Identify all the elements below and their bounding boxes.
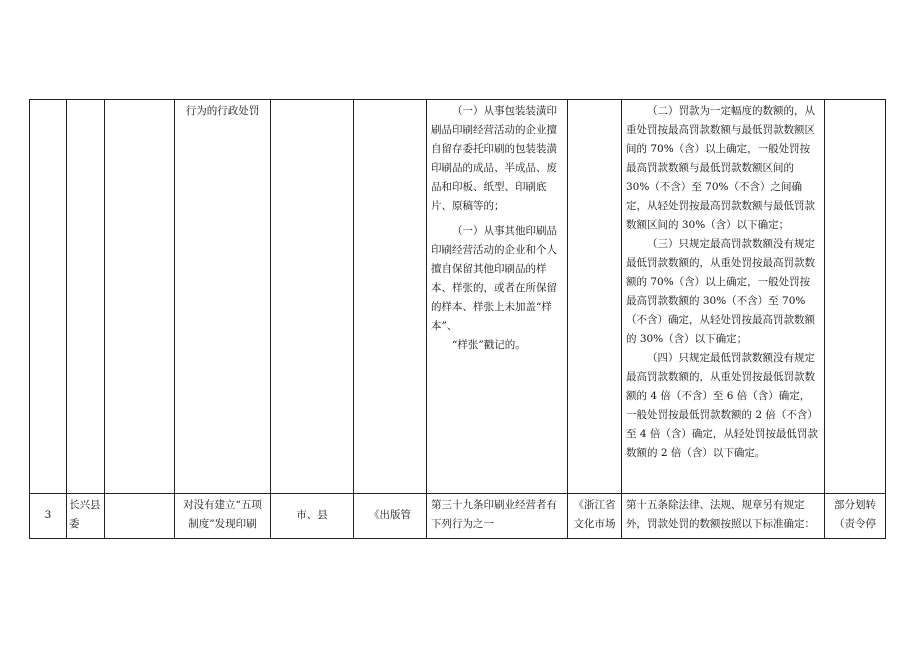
cell-level (271, 494, 354, 539)
cell-dept (67, 100, 105, 494)
cell-regulation (568, 494, 622, 539)
cell-remark (825, 100, 886, 494)
standard-text: 第十五条除法律、法规、规章另有规定外，罚款处罚的数额按照以下标准确定： (626, 499, 815, 530)
cell-basis (354, 100, 427, 494)
table-row (30, 494, 886, 539)
cell-regulation (568, 100, 622, 494)
regulation-text: 《浙江省文化市场 (573, 499, 616, 530)
behavior-paragraph: “样张”戳记的。 (452, 339, 526, 351)
cell-blank (105, 494, 175, 539)
cell-behavior (427, 100, 568, 494)
penalty-table (29, 99, 886, 539)
dept-text: 长兴县委 (69, 499, 101, 530)
cell-basis (354, 494, 427, 539)
cell-blank (105, 100, 175, 494)
matter-text: 对没有建立“五项制度”发现印刷 (183, 499, 262, 530)
standard-paragraph: （四）只规定最低罚款数额没有规定最高罚款数额的，从重处罚按最低罚款数额的 4 倍（不含）至 6 倍（含）确定，一般处罚按最低罚款数额的 2 倍（不含）至 4 倍（含）确定，从轻处罚按最低罚款数额的 2 倍（含）以下确定。 (626, 352, 818, 459)
level-text: 市、县 (296, 509, 328, 521)
behavior-paragraph: （一）从事包装装潢印刷品印刷经营活动的企业擅自留存委托印刷的包装装潢印刷品的成品、半成品、废品和印板、纸型、印刷底片、原稿等的； (431, 105, 557, 212)
cell-level (271, 100, 354, 494)
cell-remark (825, 494, 886, 539)
matter-text: 行为的行政处罚 (185, 105, 260, 117)
cell-standard (622, 100, 825, 494)
standard-paragraph: （三）只规定最高罚款数额没有规定最低罚款数额的，从重处罚按最高罚款数额的 70%（含）以上确定，一般处罚按最高罚款数额的 30%（不含）至 70%（不含）确定，从轻处罚按最高罚款数额的 30%（含）以下确定； (626, 238, 815, 345)
cell-matter (175, 100, 271, 494)
seq-number: 3 (44, 509, 52, 521)
remark-text: 部分划转（责令停 (834, 499, 876, 530)
cell-behavior (427, 494, 568, 539)
behavior-text: 第三十九条印刷业经营者有下列行为之一 (431, 499, 557, 530)
standard-paragraph: （二）罚款为一定幅度的数额的，从重处罚按最高罚款数额与最低罚款数额区间的 70%（含）以上确定，一般处罚按最高罚款数额与最低罚款数额区间的 30%（不含）至 70%（不含）之间确定，从轻处罚按最高罚款数额与最低罚款数额区间的 30%（含）以下确定； (626, 105, 815, 231)
table-row (30, 100, 886, 494)
cell-seq (30, 100, 67, 494)
cell-dept (67, 494, 105, 539)
cell-seq (30, 494, 67, 539)
behavior-paragraph: （一）从事其他印刷品印刷经营活动的企业和个人擅自保留其他印刷品的样本、样张的，或者在所保留的样本、样张上未加盖“样本”、 (431, 225, 557, 332)
cell-standard (622, 494, 825, 539)
basis-text: 《出版管 (369, 509, 411, 521)
cell-matter (175, 494, 271, 539)
